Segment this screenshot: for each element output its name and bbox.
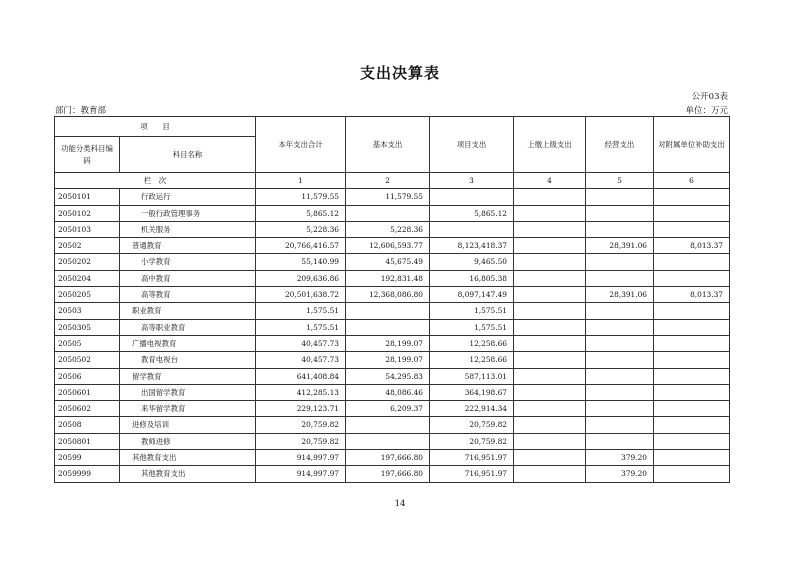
table-row [55, 352, 730, 368]
index-cell: 6 [654, 173, 730, 189]
index-cell: 2 [346, 173, 430, 189]
cell-basic: 11,579.55 [346, 189, 430, 205]
cell-project: 587,113.01 [430, 368, 514, 384]
cell-project [430, 221, 514, 237]
cell-remit [514, 254, 586, 270]
cell-code: 2050801 [55, 433, 120, 449]
table-row [55, 433, 730, 449]
cell-total: 914,997.97 [256, 466, 346, 482]
cell-subsidy [654, 254, 730, 270]
cell-project: 20,759.82 [430, 433, 514, 449]
cell-subsidy [654, 417, 730, 433]
cell-basic [346, 205, 430, 221]
cell-code: 2050102 [55, 205, 120, 221]
table-row [55, 303, 730, 319]
table-row [55, 368, 730, 384]
cell-code: 2050101 [55, 189, 120, 205]
cell-project: 364,198.67 [430, 384, 514, 400]
cell-code: 2050502 [55, 352, 120, 368]
cell-name: 行政运行 [120, 189, 256, 205]
cell-total: 40,457.73 [256, 352, 346, 368]
cell-basic [346, 433, 430, 449]
cell-total: 5,228.36 [256, 221, 346, 237]
cell-subsidy [654, 352, 730, 368]
page-number: 14 [394, 499, 406, 509]
cell-basic: 45,675.49 [346, 254, 430, 270]
cell-total: 641,408.84 [256, 368, 346, 384]
cell-basic: 197,666.80 [346, 450, 430, 466]
cell-basic: 48,086.46 [346, 384, 430, 400]
cell-code: 2050204 [55, 270, 120, 286]
cell-code: 20508 [55, 417, 120, 433]
cell-name: 来华留学教育 [120, 401, 256, 417]
cell-business: 28,391.06 [586, 238, 654, 254]
cell-code: 20599 [55, 450, 120, 466]
table-row [55, 221, 730, 237]
cell-code: 2050602 [55, 401, 120, 417]
cell-basic [346, 417, 430, 433]
table-row [55, 417, 730, 433]
cell-name: 高中教育 [120, 270, 256, 286]
unit-label: 单位：万元 [685, 106, 728, 116]
table-row [55, 319, 730, 335]
cell-name: 教师进修 [120, 433, 256, 449]
cell-subsidy [654, 303, 730, 319]
cell-basic: 28,199.07 [346, 352, 430, 368]
cell-remit [514, 368, 586, 384]
cell-remit [514, 303, 586, 319]
cell-project: 12,258.66 [430, 335, 514, 351]
cell-business [586, 205, 654, 221]
cell-subsidy: 8,013.37 [654, 238, 730, 254]
department-label: 部门：教育部 [55, 106, 107, 116]
cell-business [586, 319, 654, 335]
header-project: 项目支出 [430, 117, 514, 173]
cell-remit [514, 319, 586, 335]
cell-code: 2050601 [55, 384, 120, 400]
cell-total: 412,285.13 [256, 384, 346, 400]
cell-code: 20505 [55, 335, 120, 351]
table-row [55, 401, 730, 417]
cell-business [586, 335, 654, 351]
cell-basic: 12,368,086.80 [346, 287, 430, 303]
header-item: 项 目 [55, 117, 256, 137]
cell-subsidy [654, 189, 730, 205]
cell-name: 其他教育支出 [120, 466, 256, 482]
cell-project: 1,575.51 [430, 319, 514, 335]
cell-subsidy [654, 368, 730, 384]
header-business: 经营支出 [586, 117, 654, 173]
cell-total: 20,766,416.57 [256, 238, 346, 254]
cell-name: 出国留学教育 [120, 384, 256, 400]
cell-subsidy: 8,013.37 [654, 287, 730, 303]
index-cell: 4 [514, 173, 586, 189]
cell-remit [514, 384, 586, 400]
cell-total: 229,123.71 [256, 401, 346, 417]
cell-basic: 6,209.37 [346, 401, 430, 417]
page-title: 支出决算表 [359, 64, 440, 82]
cell-total: 1,575.51 [256, 319, 346, 335]
cell-remit [514, 352, 586, 368]
cell-basic [346, 303, 430, 319]
cell-business [586, 384, 654, 400]
cell-remit [514, 238, 586, 254]
cell-business [586, 270, 654, 286]
cell-code: 2050103 [55, 221, 120, 237]
cell-code: 2059999 [55, 466, 120, 482]
cell-total: 11,579.55 [256, 189, 346, 205]
cell-subsidy [654, 466, 730, 482]
cell-remit [514, 466, 586, 482]
header-subject-name: 科目名称 [120, 137, 256, 173]
index-row [55, 173, 730, 189]
cell-remit [514, 189, 586, 205]
table-row [55, 450, 730, 466]
cell-name: 高等教育 [120, 287, 256, 303]
cell-business [586, 303, 654, 319]
table-row [55, 189, 730, 205]
cell-name: 教育电视台 [120, 352, 256, 368]
cell-name: 广播电视教育 [120, 335, 256, 351]
cell-business [586, 254, 654, 270]
cell-code: 2050305 [55, 319, 120, 335]
header-total: 本年支出合计 [256, 117, 346, 173]
cell-subsidy [654, 401, 730, 417]
expenditure-table [54, 116, 730, 483]
header-func-code: 功能分类科目编码 [55, 137, 120, 173]
cell-basic: 12,606,593.77 [346, 238, 430, 254]
cell-total: 20,759.82 [256, 433, 346, 449]
index-label: 栏 次 [55, 173, 256, 189]
cell-total: 20,759.82 [256, 417, 346, 433]
cell-code: 20503 [55, 303, 120, 319]
cell-subsidy [654, 270, 730, 286]
index-cell: 3 [430, 173, 514, 189]
cell-code: 2050202 [55, 254, 120, 270]
cell-subsidy [654, 221, 730, 237]
cell-name: 普通教育 [120, 238, 256, 254]
cell-remit [514, 270, 586, 286]
cell-business [586, 189, 654, 205]
table-row [55, 254, 730, 270]
cell-basic [346, 319, 430, 335]
cell-project: 8,097,147.49 [430, 287, 514, 303]
cell-remit [514, 450, 586, 466]
cell-code: 20502 [55, 238, 120, 254]
cell-basic: 197,666.80 [346, 466, 430, 482]
cell-remit [514, 417, 586, 433]
cell-project: 9,465.50 [430, 254, 514, 270]
cell-remit [514, 433, 586, 449]
cell-name: 其他教育支出 [120, 450, 256, 466]
cell-project: 16,805.38 [430, 270, 514, 286]
cell-name: 机关服务 [120, 221, 256, 237]
cell-project: 8,123,418.37 [430, 238, 514, 254]
table-row [55, 205, 730, 221]
index-cell: 5 [586, 173, 654, 189]
index-cell: 1 [256, 173, 346, 189]
cell-business: 28,391.06 [586, 287, 654, 303]
cell-project [430, 189, 514, 205]
cell-business: 379.20 [586, 466, 654, 482]
cell-name: 高等职业教育 [120, 319, 256, 335]
cell-basic: 192,831.48 [346, 270, 430, 286]
form-number: 公开03表 [691, 92, 728, 102]
cell-basic: 28,199.07 [346, 335, 430, 351]
table-row [55, 270, 730, 286]
cell-business [586, 417, 654, 433]
cell-project: 716,951.97 [430, 450, 514, 466]
cell-subsidy [654, 335, 730, 351]
cell-project: 716,951.97 [430, 466, 514, 482]
cell-name: 留学教育 [120, 368, 256, 384]
table-row [55, 384, 730, 400]
cell-total: 914,997.97 [256, 450, 346, 466]
cell-name: 进修及培训 [120, 417, 256, 433]
cell-name: 职业教育 [120, 303, 256, 319]
cell-subsidy [654, 384, 730, 400]
cell-total: 5,865.12 [256, 205, 346, 221]
table-row [55, 238, 730, 254]
cell-remit [514, 401, 586, 417]
cell-subsidy [654, 205, 730, 221]
header-remit: 上缴上级支出 [514, 117, 586, 173]
cell-total: 1,575.51 [256, 303, 346, 319]
cell-code: 20506 [55, 368, 120, 384]
cell-name: 一般行政管理事务 [120, 205, 256, 221]
cell-business [586, 401, 654, 417]
cell-total: 40,457.73 [256, 335, 346, 351]
cell-project: 5,865.12 [430, 205, 514, 221]
cell-code: 2050205 [55, 287, 120, 303]
cell-business [586, 352, 654, 368]
cell-remit [514, 335, 586, 351]
cell-name: 小学教育 [120, 254, 256, 270]
cell-business [586, 221, 654, 237]
table-row [55, 335, 730, 351]
table-row [55, 287, 730, 303]
header-basic: 基本支出 [346, 117, 430, 173]
cell-project: 1,575.51 [430, 303, 514, 319]
cell-business [586, 433, 654, 449]
cell-business [586, 368, 654, 384]
cell-subsidy [654, 319, 730, 335]
cell-total: 20,501,638.72 [256, 287, 346, 303]
cell-project: 20,759.82 [430, 417, 514, 433]
cell-subsidy [654, 450, 730, 466]
cell-remit [514, 287, 586, 303]
header-subsidy: 对附属单位补助支出 [654, 117, 730, 173]
cell-project: 222,914.34 [430, 401, 514, 417]
cell-project: 12,258.66 [430, 352, 514, 368]
cell-subsidy [654, 433, 730, 449]
cell-total: 55,140.99 [256, 254, 346, 270]
cell-business: 379.20 [586, 450, 654, 466]
cell-remit [514, 205, 586, 221]
cell-basic: 5,228.36 [346, 221, 430, 237]
cell-remit [514, 221, 586, 237]
cell-basic: 54,295.83 [346, 368, 430, 384]
cell-total: 209,636.86 [256, 270, 346, 286]
table-row [55, 466, 730, 482]
